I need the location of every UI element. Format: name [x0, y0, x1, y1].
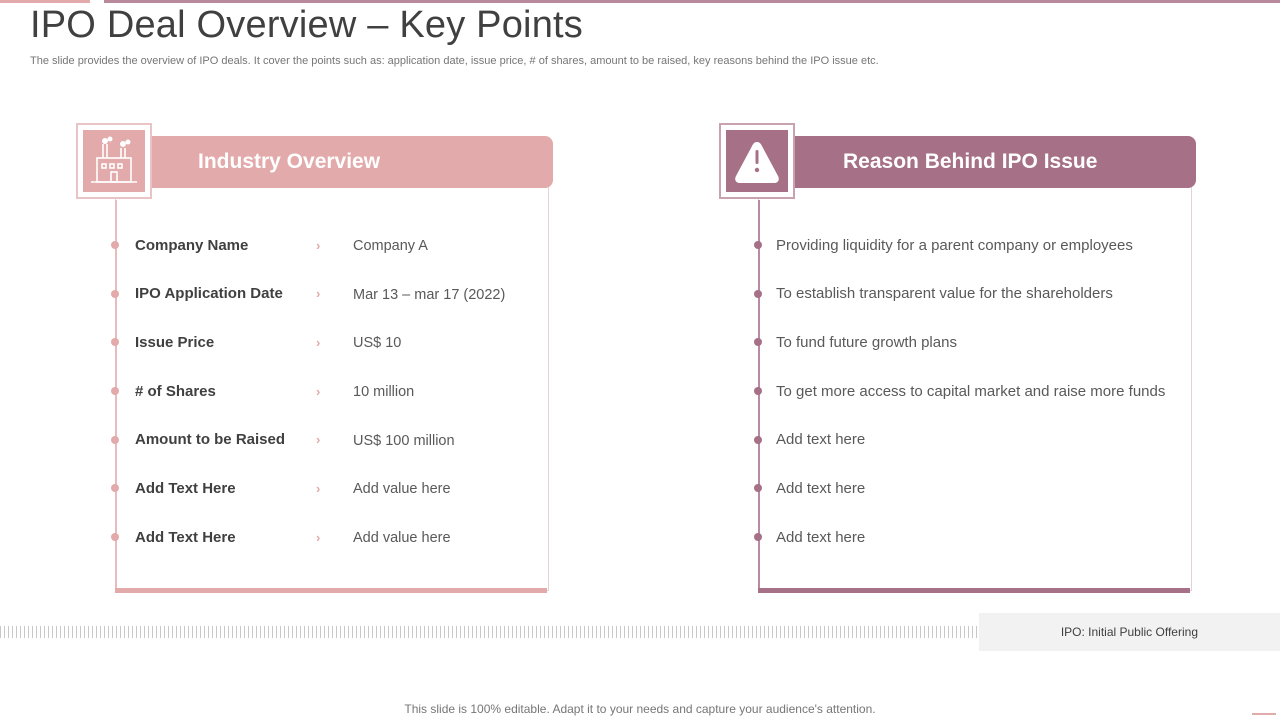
industry-row-label: Add Text Here	[135, 529, 236, 546]
reason-text: To establish transparent value for the shareholders	[776, 285, 1113, 302]
warning-icon	[726, 130, 788, 192]
industry-row-value: Add value here	[353, 481, 451, 497]
bullet-dot	[754, 338, 762, 346]
bullet-dot	[111, 484, 119, 492]
industry-row-label: Company Name	[135, 237, 249, 254]
bullet-dot	[754, 241, 762, 249]
reason-text: Add text here	[776, 480, 866, 497]
industry-row-label: Add Text Here	[135, 480, 236, 497]
bullet-dot	[111, 241, 119, 249]
bullet-dot	[754, 533, 762, 541]
reasons-timeline-line	[758, 200, 760, 590]
industry-row-label: Amount to be Raised	[135, 431, 286, 448]
industry-row-value: Add value here	[353, 530, 451, 546]
chevron-right-icon: ›	[316, 432, 321, 447]
reasons-panel-bottom-bar	[758, 588, 1190, 593]
chevron-right-icon: ›	[316, 530, 321, 545]
bullet-dot	[754, 436, 762, 444]
reason-text: To get more access to capital market and raise more funds	[776, 383, 1166, 400]
bullet-dot	[754, 290, 762, 298]
industry-row-value: US$ 10	[353, 335, 402, 351]
chevron-right-icon: ›	[316, 335, 321, 350]
decorative-tick-strip	[0, 626, 979, 638]
reasons-header	[793, 136, 1196, 188]
industry-row-value: 10 million	[353, 384, 415, 400]
chevron-right-icon: ›	[316, 238, 321, 253]
bullet-dot	[111, 436, 119, 444]
industry-timeline-line	[115, 200, 117, 590]
reasons-icon-frame	[719, 123, 795, 199]
abbreviation-note: IPO: Initial Public Offering	[979, 613, 1280, 651]
industry-overview-heading: Industry Overview	[198, 150, 381, 173]
corner-accent	[1252, 713, 1276, 715]
industry-overview-header	[150, 136, 553, 188]
industry-row-label: # of Shares	[135, 383, 216, 400]
top-accent-bar-right	[104, 0, 1280, 3]
reason-text: Providing liquidity for a parent company or employees	[776, 237, 1133, 254]
chevron-right-icon: ›	[316, 384, 321, 399]
reason-text: Add text here	[776, 431, 866, 448]
industry-row-value: Company A	[353, 238, 428, 254]
chevron-right-icon: ›	[316, 286, 321, 301]
top-accent-bar-left	[0, 0, 90, 3]
bullet-dot	[111, 290, 119, 298]
bullet-dot	[754, 387, 762, 395]
industry-row-label: Issue Price	[135, 334, 215, 351]
industry-row-value: Mar 13 – mar 17 (2022)	[353, 287, 506, 303]
bullet-dot	[754, 484, 762, 492]
bullet-dot	[111, 533, 119, 541]
bullet-dot	[111, 338, 119, 346]
reason-text: To fund future growth plans	[776, 334, 957, 351]
industry-icon-frame	[76, 123, 152, 199]
footer-text: This slide is 100% editable. Adapt it to your needs and capture your audience's attention.	[404, 702, 876, 716]
slide-title: IPO Deal Overview – Key Points	[30, 4, 583, 46]
bullet-dot	[111, 387, 119, 395]
slide-subtitle: The slide provides the overview of IPO deals. It cover the points such as: application date, issue price, # of shares, amount to be raised, key reasons behind the IPO issue etc.	[30, 55, 879, 67]
reasons-heading: Reason Behind IPO Issue	[843, 150, 1098, 173]
industry-row-label: IPO Application Date	[135, 285, 283, 302]
reason-text: Add text here	[776, 529, 866, 546]
chevron-right-icon: ›	[316, 481, 321, 496]
industry-panel-bottom-bar	[115, 588, 547, 593]
industry-row-value: US$ 100 million	[353, 433, 455, 449]
factory-icon	[83, 130, 145, 192]
